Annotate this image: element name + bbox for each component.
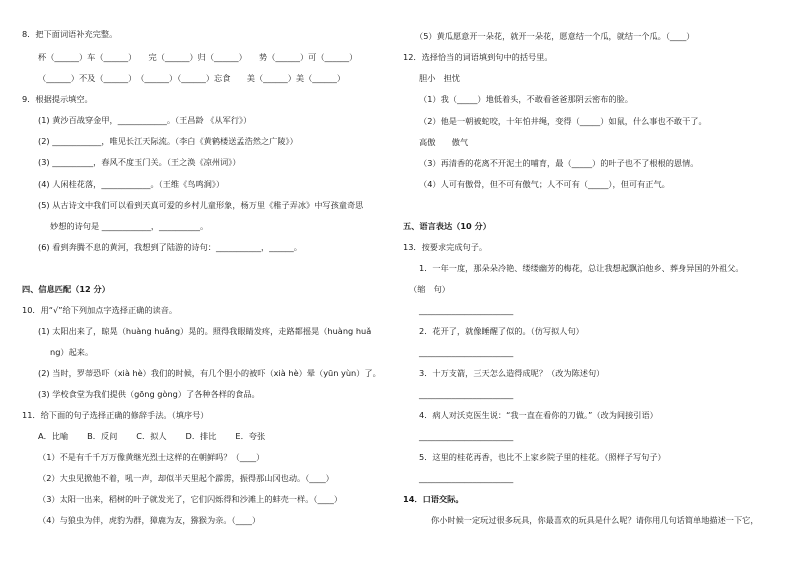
- left-text-line: 11．给下面的句子选择正确的修辞手法。（填序号）: [22, 410, 209, 420]
- right-text-line: （5）黄瓜愿意开一朵花，就开一朵花，愿意结一个瓜，就结一个瓜。（____）: [415, 31, 695, 41]
- left-text-line: （1）不是有千千万万像黄继光烈士这样的在朝鲜吗？（____）: [38, 452, 265, 462]
- right-text-line: 3．十万支箭，三天怎么造得成呢？（改为陈述句）: [419, 368, 605, 378]
- left-text-line: (3) 学校食堂为我们提供（gōng gòng）了各种各样的食品。: [38, 389, 260, 399]
- left-text-line: 8．把下面词语补充完整。: [22, 29, 118, 39]
- left-text-line: (3) __________，春风不度玉门关。（王之涣《凉州词》）: [38, 157, 241, 167]
- right-text-line: 4．病人对沃克医生说：“我一直在看你的刀做。”（改为间接引语）: [419, 410, 658, 420]
- right-text-line: 14．口语交际。: [403, 494, 464, 504]
- right-text-line: _______________________: [419, 347, 514, 357]
- right-text-line: 2．花开了，就像睡醒了似的。（仿写拟人句）: [419, 326, 584, 336]
- left-text-line: (6) 看到奔腾不息的黄河，我想到了陆游的诗句：___________，______。: [38, 242, 302, 252]
- right-text-line: 13．按要求完成句子。: [403, 242, 488, 252]
- right-text-line: _______________________: [419, 431, 514, 441]
- right-text-line: （缩 句）: [409, 284, 450, 294]
- right-text-line: _______________________: [419, 389, 514, 399]
- right-text-line: _______________________: [419, 305, 514, 315]
- right-text-line: （3）再清香的花离不开泥土的哺育，最（_____）的叶子也不了根根的恩情。: [419, 158, 699, 168]
- right-text-line: 胆小 担忧: [419, 73, 460, 83]
- left-text-line: （3）太阳一出来，稻树的叶子就发光了，它们闪烁得和沙滩上的蚌壳一样。（____）: [38, 494, 343, 504]
- left-text-line: （______）不及（______） （______）（______）忘食 美（______）美（______）: [38, 73, 346, 83]
- left-text-line: 9．根据提示填空。: [22, 94, 93, 104]
- left-text-line: 10．用“√”给下列加点字选择正确的读音。: [22, 305, 178, 315]
- left-text-line: 四、信息匹配（12 分）: [22, 284, 110, 294]
- left-text-line: (2) 当时，罗蒂恐吓（xià hè）我们的时候，有几个胆小的被吓（xià hè）晕（yūn yùn）了。: [38, 368, 381, 378]
- right-text-line: （4）人可有傲骨，但不可有傲气；人不可有（_____），但可有正气。: [419, 179, 670, 189]
- left-text-line: (4) 人闲桂花落，____________。（王维《鸟鸣涧》）: [38, 179, 225, 189]
- left-text-line: (5) 从古诗文中我们可以看到天真可爱的乡村儿童形象，杨万里《稚子弄冰》中写孩童奇思: [38, 200, 364, 210]
- right-text-line: 12．选择恰当的词语填到句中的括号里。: [403, 52, 553, 62]
- right-text-line: 你小时候一定玩过很多玩具，你最喜欢的玩具是什么呢？请你用几句话简单地描述一下它，: [431, 515, 759, 525]
- right-text-line: （2）他是一朝被蛇咬，十年怕井绳，变得（_____）如鼠，什么事也不敢干了。: [419, 116, 707, 126]
- right-text-line: 高傲 傲气: [419, 137, 469, 147]
- right-text-line: 1．一年一度，那朵朵冷艳、缕缕幽芳的梅花，总让我想起飘泊他乡、葬身异国的外祖父。: [419, 263, 744, 273]
- left-text-line: (1) 黄沙百战穿金甲，____________。（王昌龄 《从军行》）: [38, 115, 252, 125]
- left-text-line: (2) ____________，唯见长江天际流。（李白《黄鹤楼送孟浩然之广陵》）: [38, 136, 298, 146]
- left-text-line: （2）大虫见掀他不着，吼一声，却似半天里起个霹雳，振得那山冈也动。（____）: [38, 473, 334, 483]
- right-text-line: 5．这里的桂花再香，也比不上家乡院子里的桂花。（照样子写句子）: [419, 452, 666, 462]
- left-text-line: （4）与狼虫为伴，虎豹为群，獐鹿为友，猕猴为亲。（____）: [38, 515, 261, 525]
- left-text-line: (1) 太阳出来了，晾晃（huàng huǎng）晃的。照得我眼睛发疼，走路都摇晃（huàng huǎ: [38, 326, 372, 336]
- left-text-line: 妙想的诗句是 ____________，__________。: [50, 221, 209, 231]
- right-text-line: （1）我（_____）地低着头，不敢看爸爸那阴云密布的脸。: [419, 94, 633, 104]
- left-text-line: A．比喻 B．反问 C．拟人 D．排比 E．夸张: [38, 431, 266, 441]
- left-text-line: ng）起来。: [50, 347, 94, 357]
- right-text-line: _______________________: [419, 473, 514, 483]
- left-text-line: 杯（______）车（______） 完（______）归（______） 势（______）可（______）: [38, 52, 358, 62]
- right-text-line: 五、语言表达（10 分）: [403, 221, 491, 231]
